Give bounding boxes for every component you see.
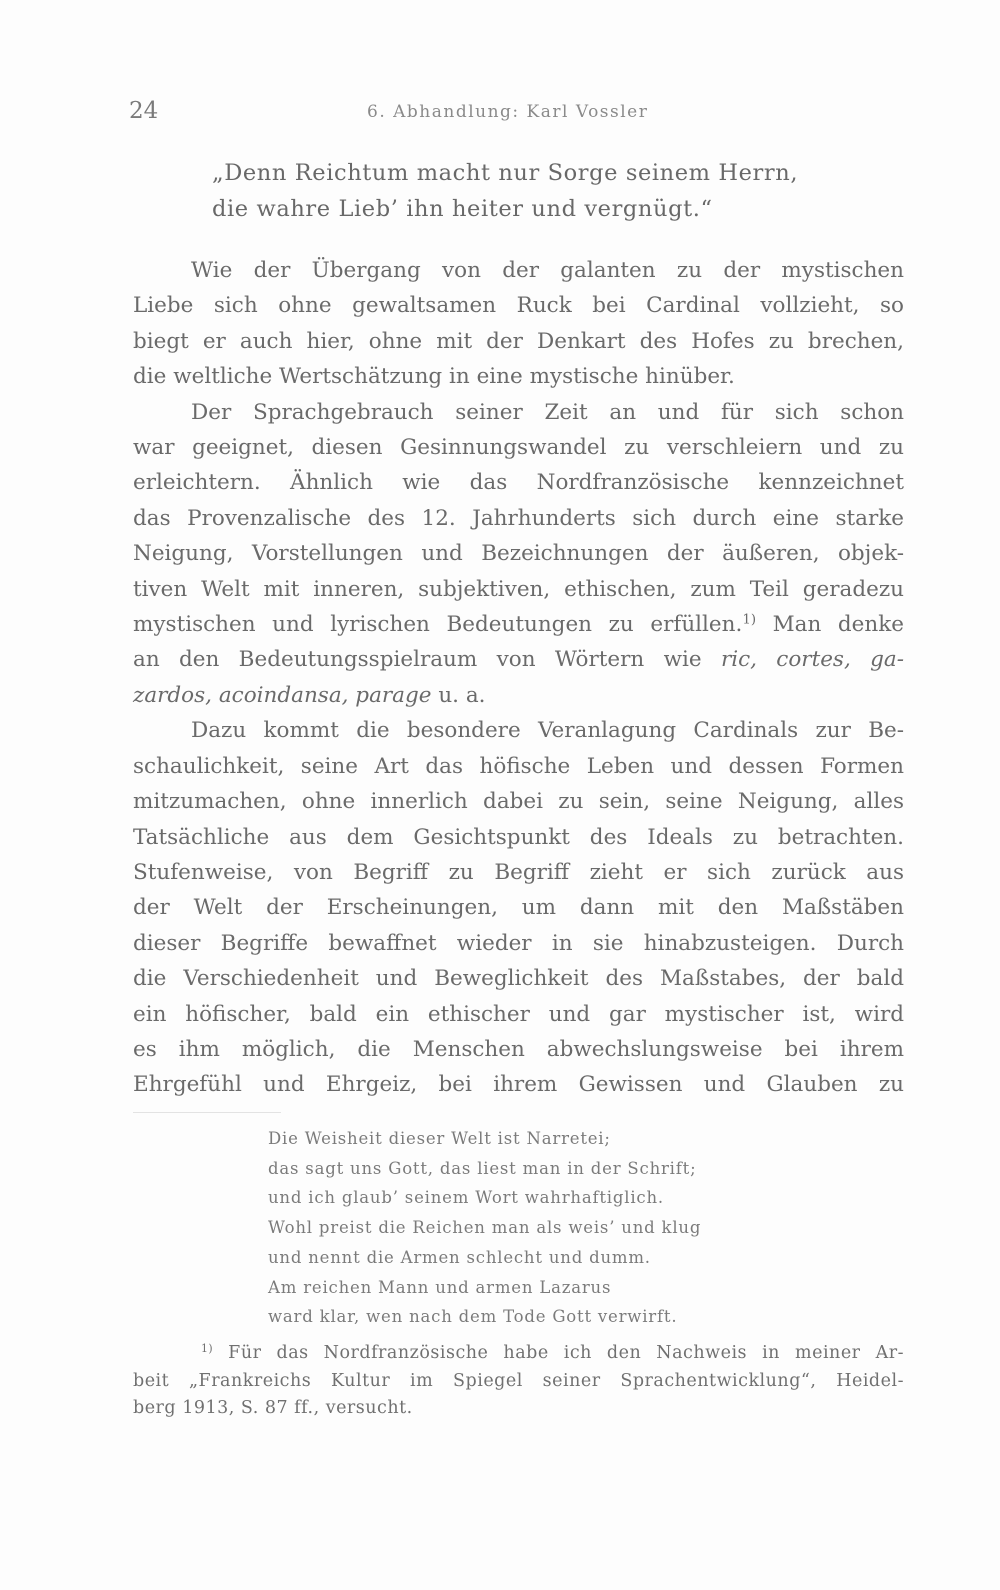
text-line: es ihm möglich, die Menschen abwechslungsweise bei ihrem — [133, 1036, 904, 1062]
text-line: Tatsächliche aus dem Gesichtspunkt des Ideals zu betrachten. — [133, 824, 904, 850]
epigraph-line: die wahre Lieb’ ihn heiter und vergnügt.“ — [212, 196, 713, 222]
epigraph-line: „Denn Reichtum macht nur Sorge seinem Herrn, — [212, 160, 799, 186]
footnote-divider — [133, 1112, 281, 1113]
text-line: Der Sprachgebrauch seiner Zeit an und für sich schon — [191, 399, 904, 425]
text-line: dieser Begriffe bewaffnet wieder in sie hinabzusteigen. Durch — [133, 930, 904, 956]
text-line: ein höfischer, bald ein ethischer und gar mystischer ist, wird — [133, 1001, 904, 1027]
text-segment: an den Bedeutungsspielraum von Wörtern wie — [133, 647, 721, 673]
footnote-mark: 1) — [201, 1342, 214, 1356]
text-line: Dazu kommt die besondere Veranlagung Cardinals zur Be- — [191, 718, 904, 744]
text-line — [133, 678, 904, 713]
text-line: mitzumachen, ohne innerlich dabei zu sein, seine Neigung, alles — [133, 789, 904, 815]
footnote-line: beit „Frankreichs Kultur im Spiegel seiner Sprachentwicklung“, Heidel- — [133, 1370, 904, 1391]
text-line: die weltliche Wertschätzung in eine mystische hinüber. — [133, 364, 735, 390]
text-line: Ehrgefühl und Ehrgeiz, bei ihrem Gewissen und Glauben zu — [133, 1072, 904, 1098]
text-segment: Man denke — [756, 612, 904, 638]
footnote-line — [133, 1340, 904, 1368]
text-line: Neigung, Vorstellungen und Bezeichnungen der äußeren, objek- — [133, 541, 904, 567]
text-segment: Für das Nordfranzösische habe ich den Nachweis in meiner Ar- — [213, 1343, 904, 1363]
running-head — [129, 98, 909, 128]
poem-line: Wohl preist die Reichen man als weis’ und klug — [268, 1218, 702, 1238]
poem-line: und nennt die Armen schlecht und dumm. — [268, 1247, 651, 1267]
poem-line: ward klar, wen nach dem Tode Gott verwirft. — [268, 1307, 678, 1327]
poem-line: Am reichen Mann und armen Lazarus — [268, 1277, 612, 1297]
poem-line: Die Weisheit dieser Welt ist Narretei; — [268, 1129, 611, 1148]
footnote-line: berg 1913, S. 87 ff., versucht. — [133, 1398, 413, 1418]
poem-quote — [268, 1124, 828, 1332]
text-segment: mystischen und lyrischen Bedeutungen zu erfüllen. — [133, 612, 743, 638]
poem-line: das sagt uns Gott, das liest man in der Schrift; — [268, 1158, 697, 1178]
text-line: erleichtern. Ähnlich wie das Nordfranzösische kennzeichnet — [133, 470, 904, 496]
epigraph-quote — [212, 155, 912, 227]
text-line: das Provenzalische des 12. Jahrhunderts sich durch eine starke — [133, 505, 904, 531]
footnote — [133, 1340, 904, 1423]
page-number: 24 — [129, 98, 159, 124]
text-line — [133, 607, 904, 642]
main-text — [133, 253, 904, 1103]
text-segment: u. a. — [431, 682, 486, 708]
text-line: Stufenweise, von Begriff zu Begriff zieht er sich zurück aus — [133, 859, 904, 885]
poem-line: und ich glaub’ seinem Wort wahrhaftiglich. — [268, 1188, 664, 1208]
running-head-title: 6. Abhandlung: Karl Vossler — [367, 102, 649, 122]
text-line: tiven Welt mit inneren, subjektiven, ethischen, zum Teil geradezu — [133, 576, 904, 602]
text-line: biegt er auch hier, ohne mit der Denkart des Hofes zu brechen, — [133, 328, 904, 354]
footnote-reference: 1) — [742, 612, 757, 628]
text-line: die Verschiedenheit und Beweglichkeit des Maßstabes, der bald — [133, 966, 904, 992]
text-line: Liebe sich ohne gewaltsamen Ruck bei Cardinal vollzieht, so — [133, 293, 904, 319]
text-line: war geeignet, diesen Gesinnungswandel zu verschleiern und zu — [133, 435, 904, 461]
italic-terms: zardos, acoindansa, parage — [133, 682, 432, 708]
italic-terms: ric, cortes, ga- — [720, 647, 904, 673]
text-line: der Welt der Erscheinungen, um dann mit den Maßstäben — [133, 895, 904, 921]
text-line: schaulichkeit, seine Art das höfische Leben und dessen Formen — [133, 753, 904, 779]
text-line: Wie der Übergang von der galanten zu der mystischen — [191, 258, 904, 283]
text-line — [133, 642, 904, 677]
